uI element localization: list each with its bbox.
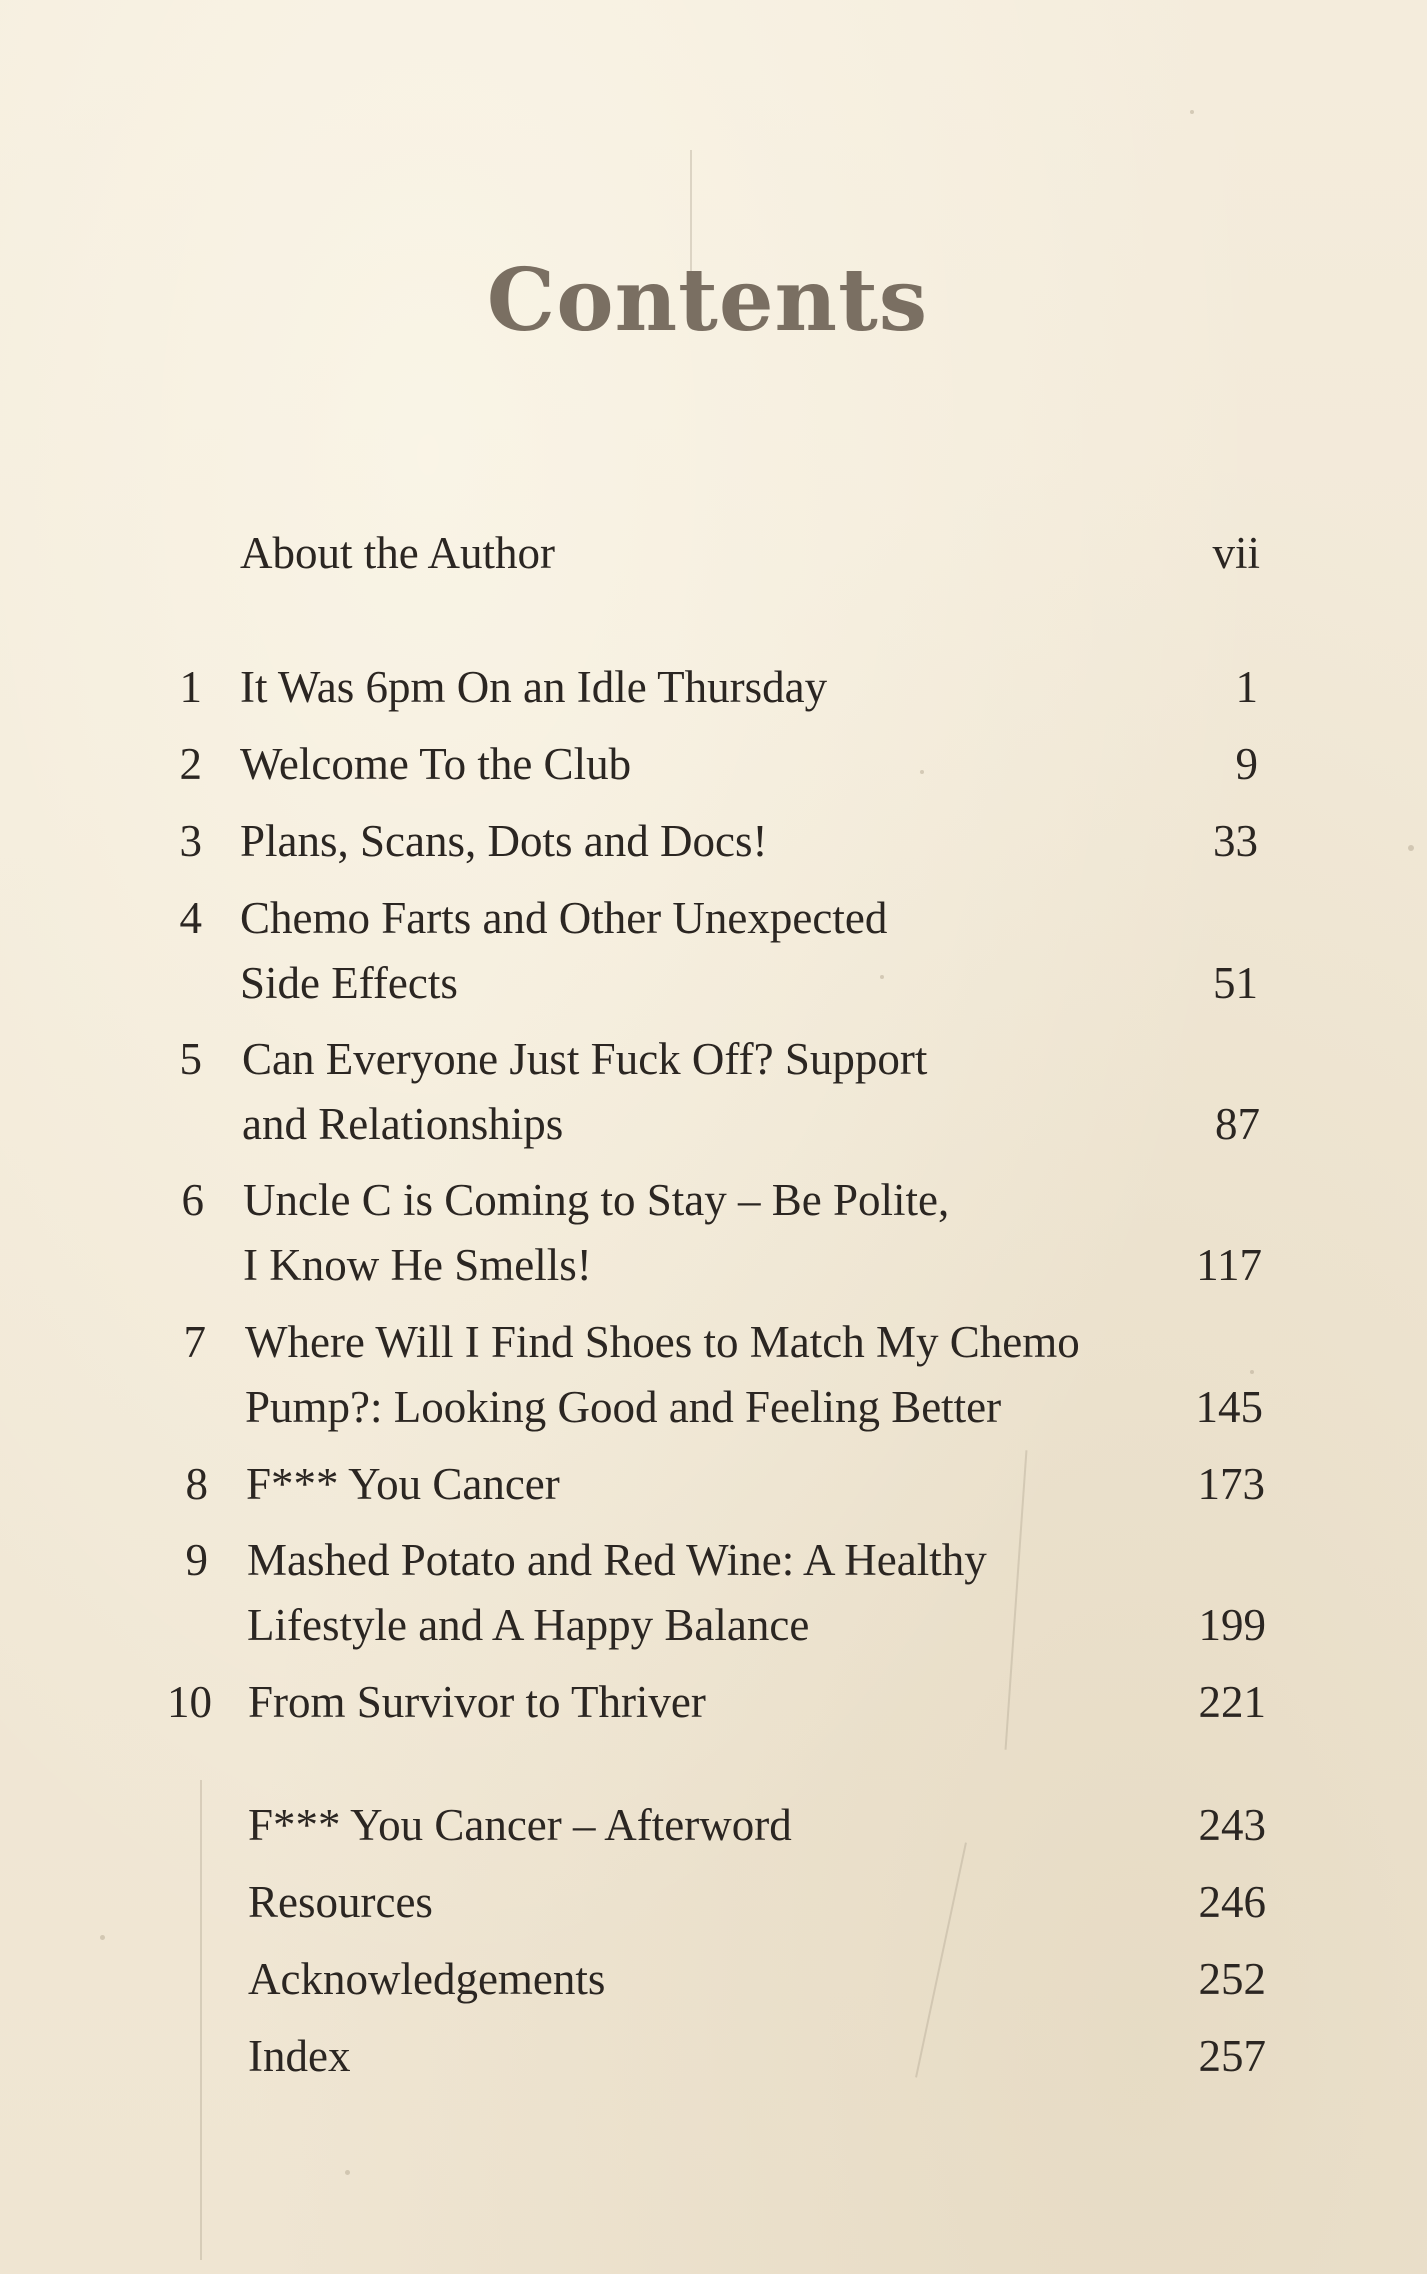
chapter-number: 3 [179,816,202,866]
chapter-page: 117 [1196,1240,1262,1290]
chapter-number: 10 [167,1677,212,1727]
chapter-title: Plans, Scans, Dots and Docs! [240,816,768,866]
toc-entry-page: 252 [1198,1954,1266,2004]
chapter-title-continued: I Know He Smells! [243,1240,592,1290]
chapter-number: 1 [179,662,202,712]
page-title: Contents [486,250,929,351]
toc-entry-label: Resources [248,1877,433,1927]
chapter-title: From Survivor to Thriver [248,1677,706,1727]
chapter-page: 51 [1213,958,1258,1008]
chapter-title: Mashed Potato and Red Wine: A Healthy [247,1535,987,1585]
chapter-page: 87 [1215,1099,1260,1149]
chapter-page: 221 [1198,1677,1266,1727]
toc-entry-page: 246 [1198,1877,1266,1927]
chapter-page: 9 [1235,739,1258,789]
toc-entry-page: vii [1212,528,1260,578]
chapter-title: It Was 6pm On an Idle Thursday [240,662,828,712]
chapter-number: 2 [179,739,202,789]
chapter-number: 9 [185,1535,208,1585]
chapter-title: F*** You Cancer [246,1459,560,1509]
chapter-title: Can Everyone Just Fuck Off? Support [242,1034,928,1084]
toc-entry-label: Index [248,2031,351,2081]
chapter-page: 173 [1197,1459,1265,1509]
chapter-page: 199 [1198,1600,1266,1650]
chapter-number: 7 [183,1317,206,1367]
chapter-title: Where Will I Find Shoes to Match My Chemo [245,1317,1080,1367]
chapter-title: Welcome To the Club [240,739,632,789]
chapter-title: Uncle C is Coming to Stay – Be Polite, [243,1175,950,1225]
chapter-page: 33 [1213,816,1258,866]
chapter-title-continued: and Relationships [242,1099,564,1149]
chapter-number: 8 [185,1459,208,1509]
chapter-title-continued: Side Effects [240,958,458,1008]
chapter-title-continued: Lifestyle and A Happy Balance [247,1600,810,1650]
toc-entry-label: Acknowledgements [248,1954,606,2004]
chapter-number: 6 [181,1175,204,1225]
toc-entry-page: 243 [1198,1800,1266,1850]
toc-entry-label: F*** You Cancer – Afterword [248,1800,792,1850]
chapter-page: 1 [1235,662,1258,712]
chapter-number: 5 [179,1034,202,1084]
chapter-page: 145 [1195,1382,1263,1432]
toc-entry-label: About the Author [240,528,555,578]
chapter-title: Chemo Farts and Other Unexpected [240,893,888,943]
chapter-number: 4 [179,893,202,943]
toc-entry-page: 257 [1198,2031,1266,2081]
chapter-title-continued: Pump?: Looking Good and Feeling Better [245,1382,1002,1432]
